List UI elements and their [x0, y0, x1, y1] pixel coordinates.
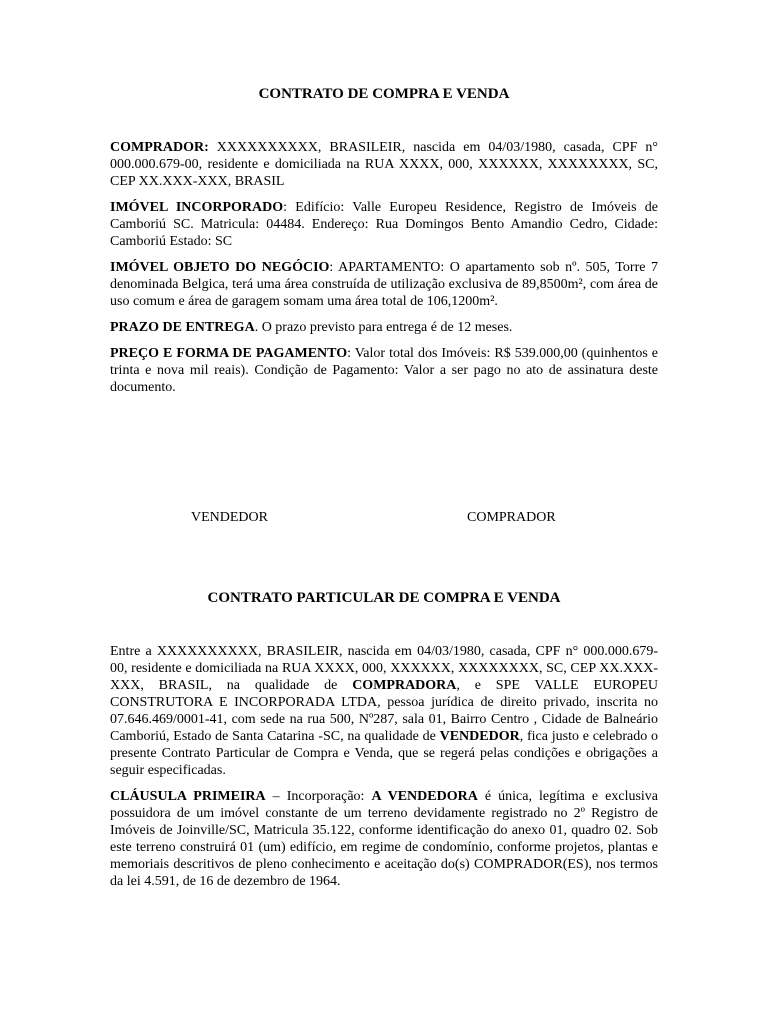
imovel-objeto-label: IMÓVEL OBJETO DO NEGÓCIO [110, 260, 330, 275]
prazo-paragraph [110, 319, 658, 336]
prazo-text: . O prazo previsto para entrega é de 12 meses. [254, 320, 513, 335]
preco-text: : Valor total dos Imóveis: R$ 539.000,00 (quinhentos e trinta e nova mil reais). Condição de Pagamento: Valor a ser pago no ato de assinatura deste documento. [110, 346, 658, 395]
imovel-objeto-paragraph [110, 259, 658, 310]
prazo-label: PRAZO DE ENTREGA [110, 320, 255, 335]
intro-text-2: , e SPE VALLE EUROPEU CONSTRUTORA E INCORPORADA LTDA, pessoa jurídica de direito privado, inscrita no 07.646.469/0001-41, com sede na rua 500, Nº287, sala 01, Bairro Centro , Cidade de Balneário Camboriú, Estado de Santa Catarina -SC, na qualidade de [110, 678, 658, 744]
intro-text-3: , fica justo e celebrado o presente Contrato Particular de Compra e Venda, que se regerá pelas condições e obrigações a seguir especificadas. [110, 729, 658, 778]
vendedora-term: A VENDEDORA [371, 789, 478, 804]
comprador-text: XXXXXXXXXX, BRASILEIR, nascida em 04/03/1980, casada, CPF n° 000.000.679-00, residente e domiciliada na RUA XXXX, 000, XXXXXX, XXXXXXXX, SC, CEP XX.XXX-XXX, BRASIL [110, 140, 658, 189]
imovel-incorporado-label: IMÓVEL INCORPORADO [110, 200, 284, 215]
contract-particular-body [110, 643, 658, 890]
compradora-term: COMPRADORA [352, 678, 457, 693]
vendedor-signature-label: VENDEDOR [191, 510, 268, 525]
comprador-signature-label: COMPRADOR [467, 510, 556, 525]
clausula-text-2: é única, legítima e exclusiva possuidora de um imóvel constante de um terreno devidamente registrado no 2º Registro de Imóveis de Joinville/SC, Matricula 35.122, conforme identificação do anexo 01, quadro 02. Sob este terreno construirá 01 (um) edifício, em regime de condomínio, conforme projetos, plantas e memoriais descritivos de pleno conhecimento e aceitação do(s) COMPRADOR(ES), nos termos da lei 4.591, de 16 de dezembro de 1964. [110, 789, 659, 889]
contract-header-section [110, 139, 658, 396]
clausula-primeira-label: CLÁUSULA PRIMEIRA [110, 789, 266, 804]
preco-paragraph [110, 345, 658, 396]
imovel-incorporado-text: : Edifício: Valle Europeu Residence, Registro de Imóveis de Camboriú SC. Matricula: 04484. Endereço: Rua Domingos Bento Amandio Cedro, Cidade: Camboriú Estado: SC [110, 200, 658, 249]
contract-title: CONTRATO DE COMPRA E VENDA [258, 86, 510, 102]
imovel-incorporado-paragraph [110, 199, 658, 250]
clausula-primeira-paragraph [110, 788, 658, 890]
intro-paragraph [110, 643, 658, 779]
intro-text-1: Entre a XXXXXXXXXX, BRASILEIR, nascida em 04/03/1980, casada, CPF n° 000.000.679-00, residente e domiciliada na RUA XXXX, 000, XXXXXX, XXXXXXXX, SC, CEP XX.XXX-XXX, BRASIL, na qualidade de [110, 644, 658, 693]
preco-label: PREÇO E FORMA DE PAGAMENTO [110, 346, 348, 361]
contract-particular-title: CONTRATO PARTICULAR DE COMPRA E VENDA [207, 590, 561, 606]
clausula-text-1: – Incorporação: [265, 789, 372, 804]
imovel-objeto-text: : APARTAMENTO: O apartamento sob nº. 505, Torre 7 denominada Belgica, terá uma área construída de utilização exclusiva de 89,8500m², com área de uso comum e área de garagem somam uma área total de 106,1200m². [110, 260, 659, 309]
comprador-label: COMPRADOR: [110, 140, 209, 155]
comprador-paragraph [110, 139, 658, 190]
vendedor-term: VENDEDOR [439, 729, 520, 744]
